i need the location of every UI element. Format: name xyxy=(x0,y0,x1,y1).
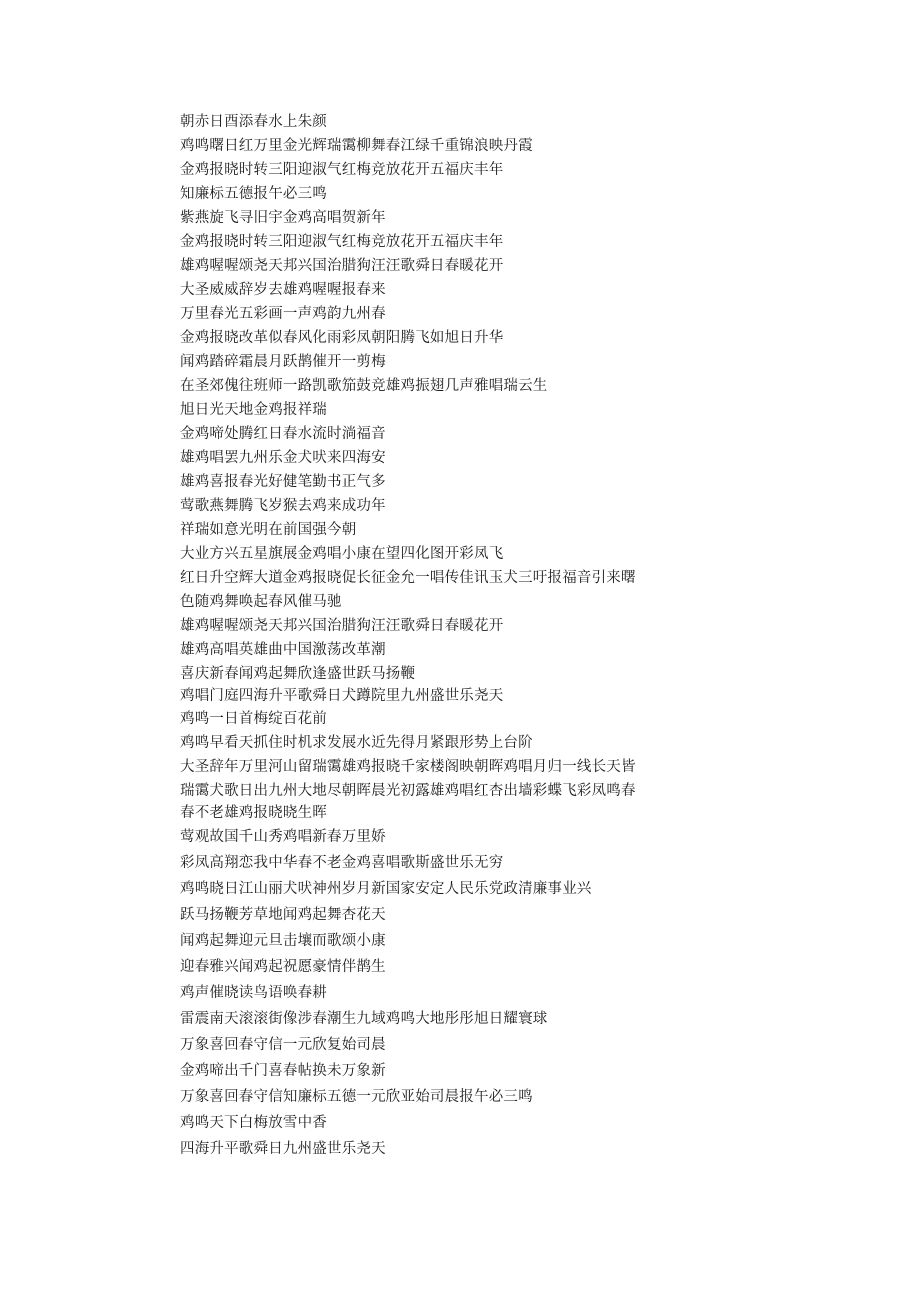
text-line: 闻鸡踏碎霜晨月跃鹊催开一剪梅 xyxy=(180,354,386,370)
text-line: 彩凤高翔恋我中华春不老金鸡喜唱歌斯盛世乐无穷 xyxy=(180,855,504,871)
text-line: 瑞霭犬歌日出九州大地尽朝晖晨光初露雄鸡唱红杏出墙彩蝶飞彩凤鸣春 xyxy=(180,783,636,799)
text-line: 大圣威威辞岁去雄鸡喔喔报春来 xyxy=(180,282,386,298)
text-line: 鸡鸣一日首梅绽百花前 xyxy=(180,711,327,727)
text-line: 莺歌燕舞腾飞岁猴去鸡来成功年 xyxy=(180,498,386,514)
text-line: 金鸡报晓时转三阳迎淑气红梅竞放花开五福庆丰年 xyxy=(180,234,504,250)
text-line: 红日升空辉大道金鸡报晓促长征金允一唱传佳讯玉犬三吁报福音引来曙 xyxy=(180,570,636,586)
text-line: 祥瑞如意光明在前国强今朝 xyxy=(180,522,357,538)
text-line: 鸡鸣晓日江山丽犬吠神州岁月新国家安定人民乐党政清廉事业兴 xyxy=(180,881,592,897)
text-line: 鸡鸣曙日红万里金光辉瑞霭柳舞春江绿千重锦浪映丹霞 xyxy=(180,138,533,154)
text-line: 雄鸡喜报春光好健笔勤书正气多 xyxy=(180,474,386,490)
text-line: 雄鸡喔喔颂尧天邦兴国治腊狗汪汪歌舜日春暖花开 xyxy=(180,618,504,634)
text-line: 大圣辞年万里河山留瑞霭雄鸡报晓千家楼阁映朝晖鸡唱月归一线长天皆 xyxy=(180,759,636,775)
text-line: 跃马扬鞭芳草地闻鸡起舞杏花天 xyxy=(180,907,386,923)
text-line: 迎春雅兴闻鸡起祝愿豪情伴鹊生 xyxy=(180,959,386,975)
text-line: 色随鸡舞唤起春风催马驰 xyxy=(180,594,342,610)
text-line: 雄鸡喔喔颂尧天邦兴国治腊狗汪汪歌舜日春暖花开 xyxy=(180,258,504,274)
text-line: 旭日光天地金鸡报祥瑞 xyxy=(180,402,327,418)
text-line: 知廉标五德报午必三鸣 xyxy=(180,186,327,202)
text-line: 鸡鸣天下白梅放雪中香 xyxy=(180,1115,327,1131)
text-line: 鸡鸣早看天抓住时机求发展水近先得月紧跟形势上台阶 xyxy=(180,735,533,751)
text-line: 鸡声催晓读鸟语唤春耕 xyxy=(180,985,327,1001)
text-line: 金鸡啼出千门喜春帖换未万象新 xyxy=(180,1063,386,1079)
text-line: 紫燕旋飞寻旧宇金鸡高唱贺新年 xyxy=(180,210,386,226)
text-line: 金鸡报晓改革似春风化雨彩凤朝阳腾飞如旭日升华 xyxy=(180,330,504,346)
text-line: 莺观故国千山秀鸡唱新春万里娇 xyxy=(180,829,386,845)
text-line: 金鸡报晓时转三阳迎淑气红梅竞放花开五福庆丰年 xyxy=(180,162,504,178)
text-line: 朝赤日酉添春水上朱颜 xyxy=(180,114,327,130)
text-line: 鸡唱门庭四海升平歌舜日犬蹲院里九州盛世乐尧天 xyxy=(180,688,504,704)
text-line: 雷震南天滚滚街像涉春潮生九域鸡鸣大地彤彤旭日耀寰球 xyxy=(180,1011,548,1027)
text-line: 闻鸡起舞迎元旦击壤而歌颂小康 xyxy=(180,933,386,949)
text-line: 万象喜回春守信知廉标五德一元欣亚始司晨报午必三鸣 xyxy=(180,1089,533,1105)
text-line: 春不老雄鸡报晓晓生晖 xyxy=(180,805,327,821)
couplet-list xyxy=(180,110,880,1162)
text-line: 雄鸡唱罢九州乐金犬吠来四海安 xyxy=(180,450,386,466)
text-line: 金鸡啼处腾红日春水流时淌福音 xyxy=(180,426,386,442)
text-line: 万里春光五彩画一声鸡韵九州春 xyxy=(180,306,386,322)
text-line: 四海升平歌舜日九州盛世乐尧天 xyxy=(180,1141,386,1157)
text-line: 万象喜回春守信一元欣复始司晨 xyxy=(180,1037,386,1053)
text-line: 雄鸡高唱英雄曲中国激荡改革潮 xyxy=(180,642,386,658)
text-line: 喜庆新春闻鸡起舞欣逢盛世跃马扬鞭 xyxy=(180,666,416,682)
text-line: 大业方兴五星旗展金鸡唱小康在望四化图开彩凤飞 xyxy=(180,546,504,562)
text-line: 在圣郊傀往班师一路凯歌笳鼓竞雄鸡振翅几声雅唱瑞云生 xyxy=(180,378,548,394)
